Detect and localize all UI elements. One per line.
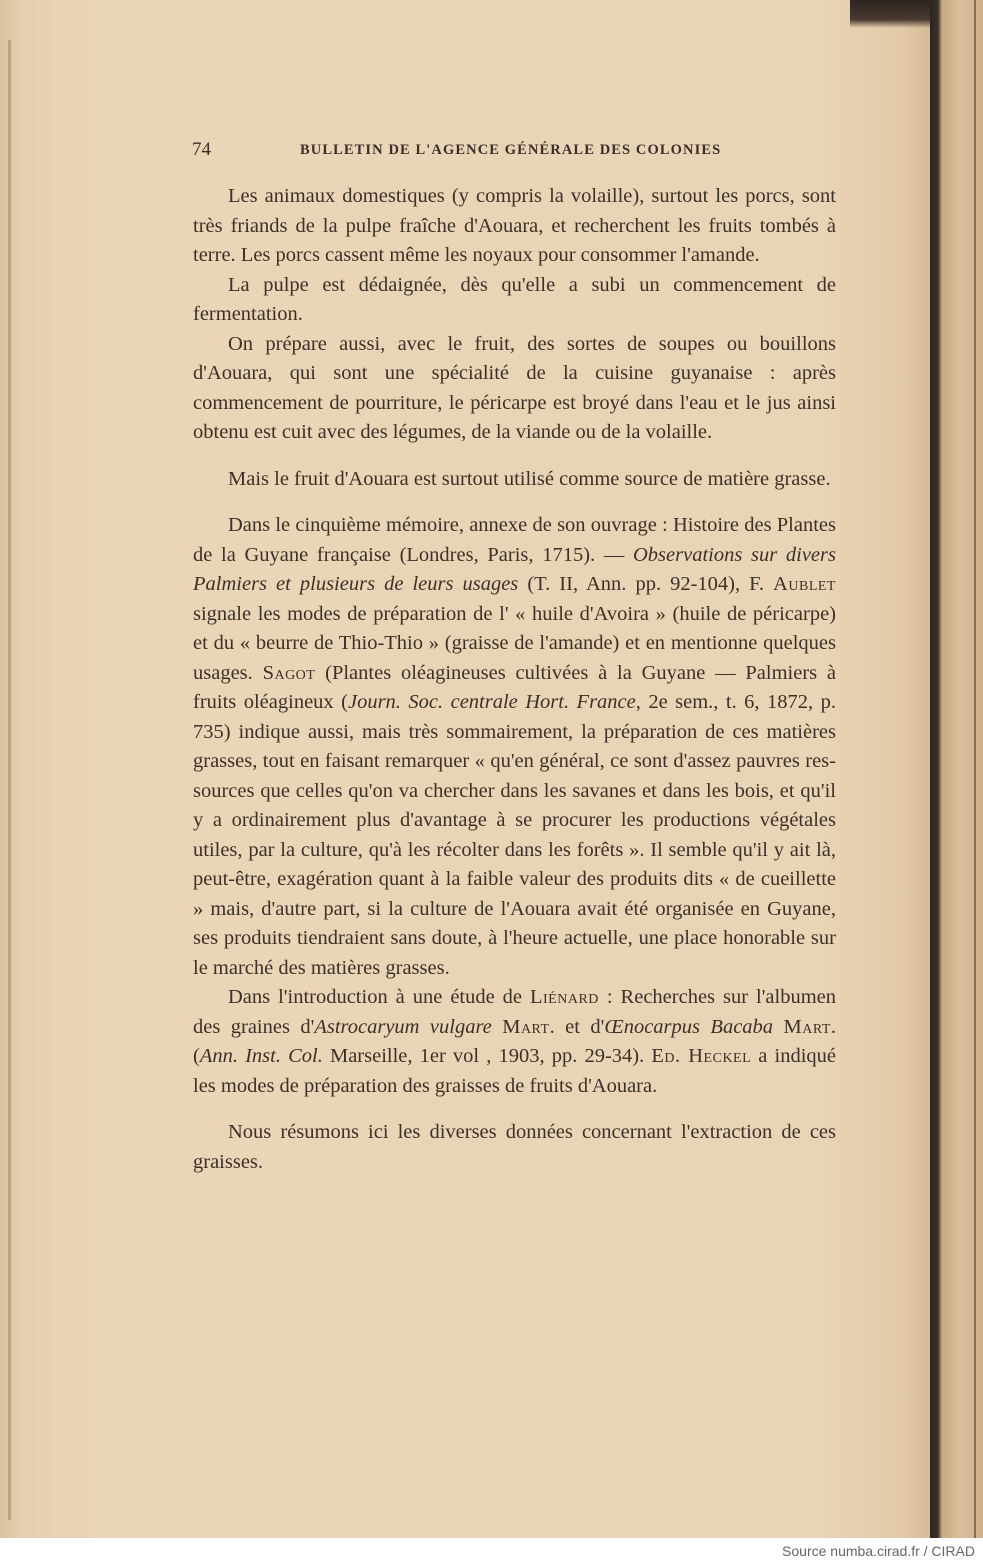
p5-text-e: , 2e sem., t. 6, 1872, p. 735) indique aussi, mais très sommairement, la préparation de ces matières grasses, tout en faisant remarquer « qu'en général, ce sont d'assez pauvres ressources que celles qu'on va chercher dans les savanes et dans les bois, et qu'il y a ordinairement plus d'avantage à se procurer les productions végétales utiles, par la culture, qu'à les récolter dans les forêts ». Il semble qu'il y ait là, peut-être, exagération quant à la faible valeur des produits dits « de cueillette » mais, d'autre part, si la culture de l'Aouara avait été organisée en Guyane, ses produits tiendraient sans doute, à l'heure actuelle, une place honorable sur le marché des matières grasses. [193,691,836,979]
p5-text-c: signale les modes de préparation de l' « huile d'Avoira » (huile de péricarpe) et du « beurre de Thio-Thio » (graisse de l'amande) et en mentionne quelques usages. [193,602,836,684]
p5-author-sagot: Sagot [262,661,316,684]
source-footer [0,1538,983,1566]
p5-text-d: (Plantes oléagineuses cultivées à la Guyane — Palmiers à fruits oléagineux ( [193,661,836,713]
p6-text-f: . ( [193,1015,837,1067]
p6-text-h: a indiqué les modes de préparation des graisses de fruits d'Aouara. [193,1045,836,1097]
p6-text-e [773,1016,783,1038]
p6-text-a: Dans l'introduction à une étude de [228,986,530,1008]
p5-text-b: (T. II, Ann. pp. 92-104), F. [518,573,774,595]
page-edge-stripe [974,0,976,1538]
p5-journal: Journ. Soc. centrale Hort. France [347,691,636,713]
paragraph-3: On prépare aussi, avec le fruit, des sortes de soupes ou bouillons d'Aouara, qui sont une spécialité de la cuisine guyanaise : après commencement de pourriture, le péricarpe est broyé dans l'eau et le jus ainsi obtenu est cuit avec des légumes, de la viande ou de la volaille. [193,332,836,443]
p6-species-1: Astrocaryum vulgare [314,1015,492,1038]
paragraph-1: Les animaux domestiques (y compris la volaille), surtout les porcs, sont très friands de la pulpe fraîche d'Aouara, et recherchent les fruits tombés à terre. Les porcs cassent même les noyaux pour consommer l'amande. [193,185,836,266]
p5-author-aublet: Aublet [773,573,836,595]
p6-author-lienard: Liénard [530,986,599,1008]
left-binding-edge [8,40,11,1520]
p6-author-mart-1: Mart [502,1015,550,1038]
p6-text-c [492,1016,502,1038]
p5-text-a: Dans le cinquième mémoire, annexe de son ouvrage : Histoire des Plantes de la Guyane française (Londres, Paris, 1715). — [193,514,836,566]
p5-work-title: Observations sur divers Palmiers et plusieurs de leurs usages [193,543,836,595]
p6-author-heckel: Ed. Heckel [651,1045,752,1067]
running-title: BULLETIN DE L'AGENCE GÉNÉRALE DES COLONIES [300,142,722,158]
paragraph-5 [193,511,836,983]
paragraph-6 [193,983,836,1101]
adjacent-page-edge [930,0,983,1538]
paragraph-2: La pulpe est dédaignée, dès qu'elle a subi un commencement de fermentation. [193,273,836,325]
p6-journal: Ann. Inst. Col. [199,1045,323,1067]
paragraph-4: Mais le fruit d'Aouara est surtout utilisé comme source de matière grasse. [228,467,831,490]
p6-text-g: Marseille, 1er vol , 1903, pp. 29-34). [322,1045,652,1067]
p6-text-d: . et d' [549,1015,605,1038]
p6-species-2: Œnocarpus Bacaba [604,1015,774,1038]
p6-author-mart-2: Mart [783,1015,831,1038]
running-header [0,139,930,163]
source-credit: Source numba.cirad.fr / CIRAD [782,1543,975,1559]
page-number: 74 [192,139,211,160]
p6-text-b: : Recherches sur l'albumen des graines d' [193,986,836,1038]
body-text [193,182,836,1177]
paragraph-7: Nous résumons ici les diverses données concernant l'extraction de ces graisses. [193,1121,836,1173]
